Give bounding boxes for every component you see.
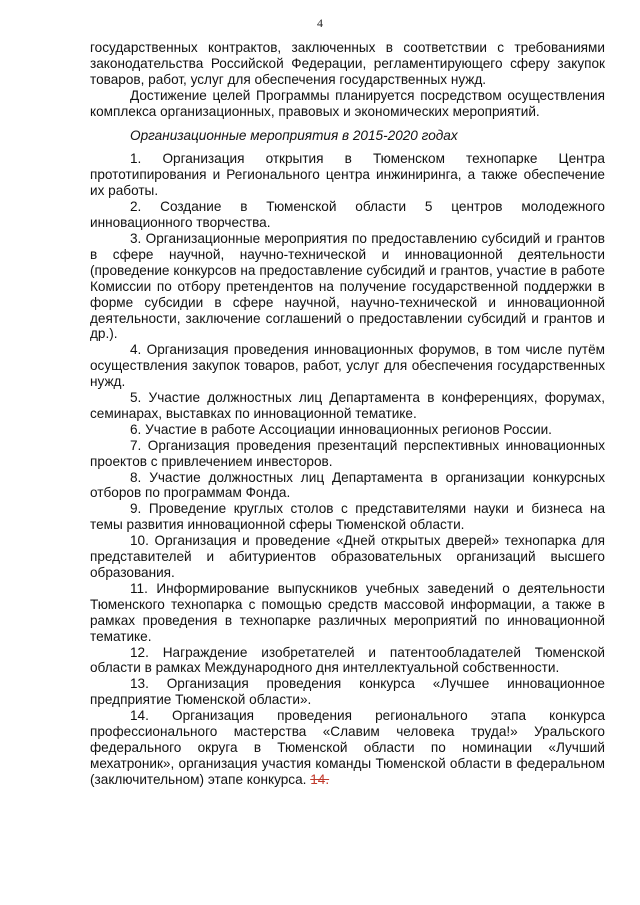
struck-number: 14. xyxy=(310,771,330,787)
section-heading: Организационные мероприятия в 2015-2020 годах xyxy=(130,127,458,143)
list-item: 11. Информирование выпускников учебных заведений о деятельности Тюменского технопарка с помощью средств массовой информации, а также в рамках проведения в технопарке различных мероприятий по инновационной тематике. xyxy=(90,580,605,644)
list-item: 6. Участие в работе Ассоциации инновационных регионов России. xyxy=(130,421,552,437)
list-item: 2. Создание в Тюменской области 5 центров молодежного инновационного творчества. xyxy=(90,199,605,231)
list-item: 13. Организация проведения конкурса «Лучшее инновационное предприятие Тюменской области». xyxy=(90,676,605,708)
list-item: 3. Организационные мероприятия по предоставлению субсидий и грантов в сфере научной, научно-технической и инновационной деятельности (проведение конкурсов на предоставление субсидий и грантов, участие в работе Комиссии по отбору претендентов на получение государственной поддержки в форме субсидии в сфере научной, научно-технической и инновационной деятельности, заключение соглашений о предоставлении субсидий и грантов и др.). xyxy=(90,230,605,342)
list-item: 8. Участие должностных лиц Департамента в организации конкурсных отборов по программам Фонда. xyxy=(90,469,605,501)
document-body xyxy=(90,40,605,788)
page-number: 4 xyxy=(317,16,323,30)
intro-continuation: государственных контрактов, заключенных в соответствии с требованиями законодательства Российской Федерации, регламентирующего сферу закупок товаров, работ, услуг для обеспечения государственных нужд. xyxy=(90,40,605,87)
list-item: 1. Организация открытия в Тюменском технопарке Центра прототипирования и Регионального центра инжиниринга, а также обеспечение их работы. xyxy=(90,151,605,199)
intro-achievement: Достижение целей Программы планируется посредством осуществления комплекса организационных, правовых и экономических мероприятий. xyxy=(90,87,605,119)
list-item: 5. Участие должностных лиц Департамента в конференциях, форумах, семинарах, выставках по инновационной тематике. xyxy=(90,390,605,421)
list-item: 10. Организация и проведение «Дней открытых дверей» технопарка для представителей и абитуриентов образовательных организаций высшего образования. xyxy=(90,533,605,580)
list-item: 4. Организация проведения инновационных форумов, в том числе путём осуществления закупок товаров, работ, услуг для обеспечения государственных нужд. xyxy=(90,342,605,390)
last-item-text: 14. Организация проведения регионального этапа конкурса профессионального мастерства «Славим человека труда!» Уральского федерального округа в Тюменской области по номинации «Лучший мехатроник», организация участия команды Тюменской области в федеральном (заключительном) этапе конкурса. xyxy=(90,708,605,787)
list-item: 7. Организация проведения презентаций перспективных инновационных проектов с привлечением инвесторов. xyxy=(90,437,605,469)
list-item: 12. Награждение изобретателей и патентообладателей Тюменской области в рамках Международного дня интеллектуальной собственности. xyxy=(90,644,605,676)
list-item: 9. Проведение круглых столов с представителями науки и бизнеса на темы развития инновационной сферы Тюменской области. xyxy=(90,501,605,533)
list-item-last xyxy=(90,708,605,788)
